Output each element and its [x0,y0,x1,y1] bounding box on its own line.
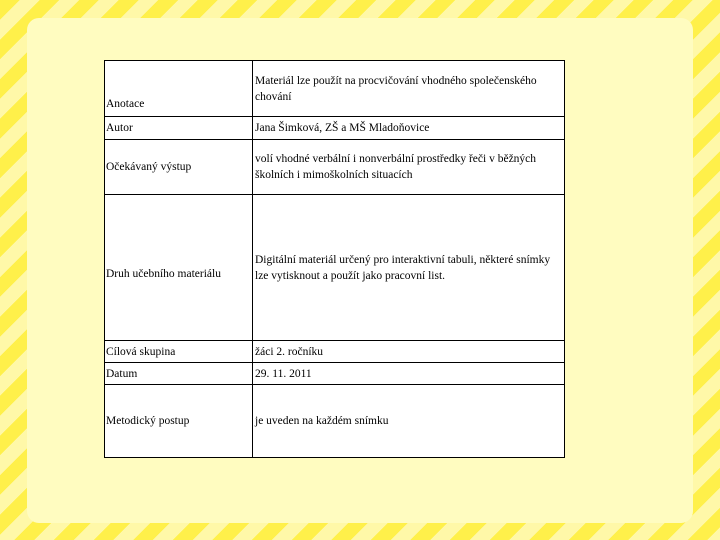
metadata-table [104,60,565,458]
label-ocekavany-vystup: Očekávaný výstup [105,140,253,195]
value-ocekavany-vystup: volí vhodné verbální i nonverbální prostředky řeči v běžných školních i mimoškolních situacích [253,140,565,195]
label-druh-materialu: Druh učebního materiálu [105,195,253,341]
row-ocekavany-vystup [105,140,565,195]
value-druh-materialu: Digitální materiál určený pro interaktivní tabuli, některé snímky lze vytisknout a použít jako pracovní list. [253,195,565,341]
value-cilova-skupina: žáci 2. ročníku [253,341,565,363]
row-autor [105,117,565,140]
label-datum: Datum [105,363,253,385]
row-metodicky-postup [105,385,565,458]
value-autor: Jana Šimková, ZŠ a MŠ Mladoňovice [253,117,565,140]
row-cilova-skupina [105,341,565,363]
label-metodicky-postup: Metodický postup [105,385,253,458]
row-datum [105,363,565,385]
value-metodicky-postup: je uveden na každém snímku [253,385,565,458]
value-datum: 29. 11. 2011 [253,363,565,385]
value-anotace: Materiál lze použít na procvičování vhodného společenského chování [253,61,565,117]
row-druh-materialu [105,195,565,341]
row-anotace [105,61,565,117]
label-autor: Autor [105,117,253,140]
label-anotace: Anotace [105,61,253,117]
label-cilova-skupina: Cílová skupina [105,341,253,363]
